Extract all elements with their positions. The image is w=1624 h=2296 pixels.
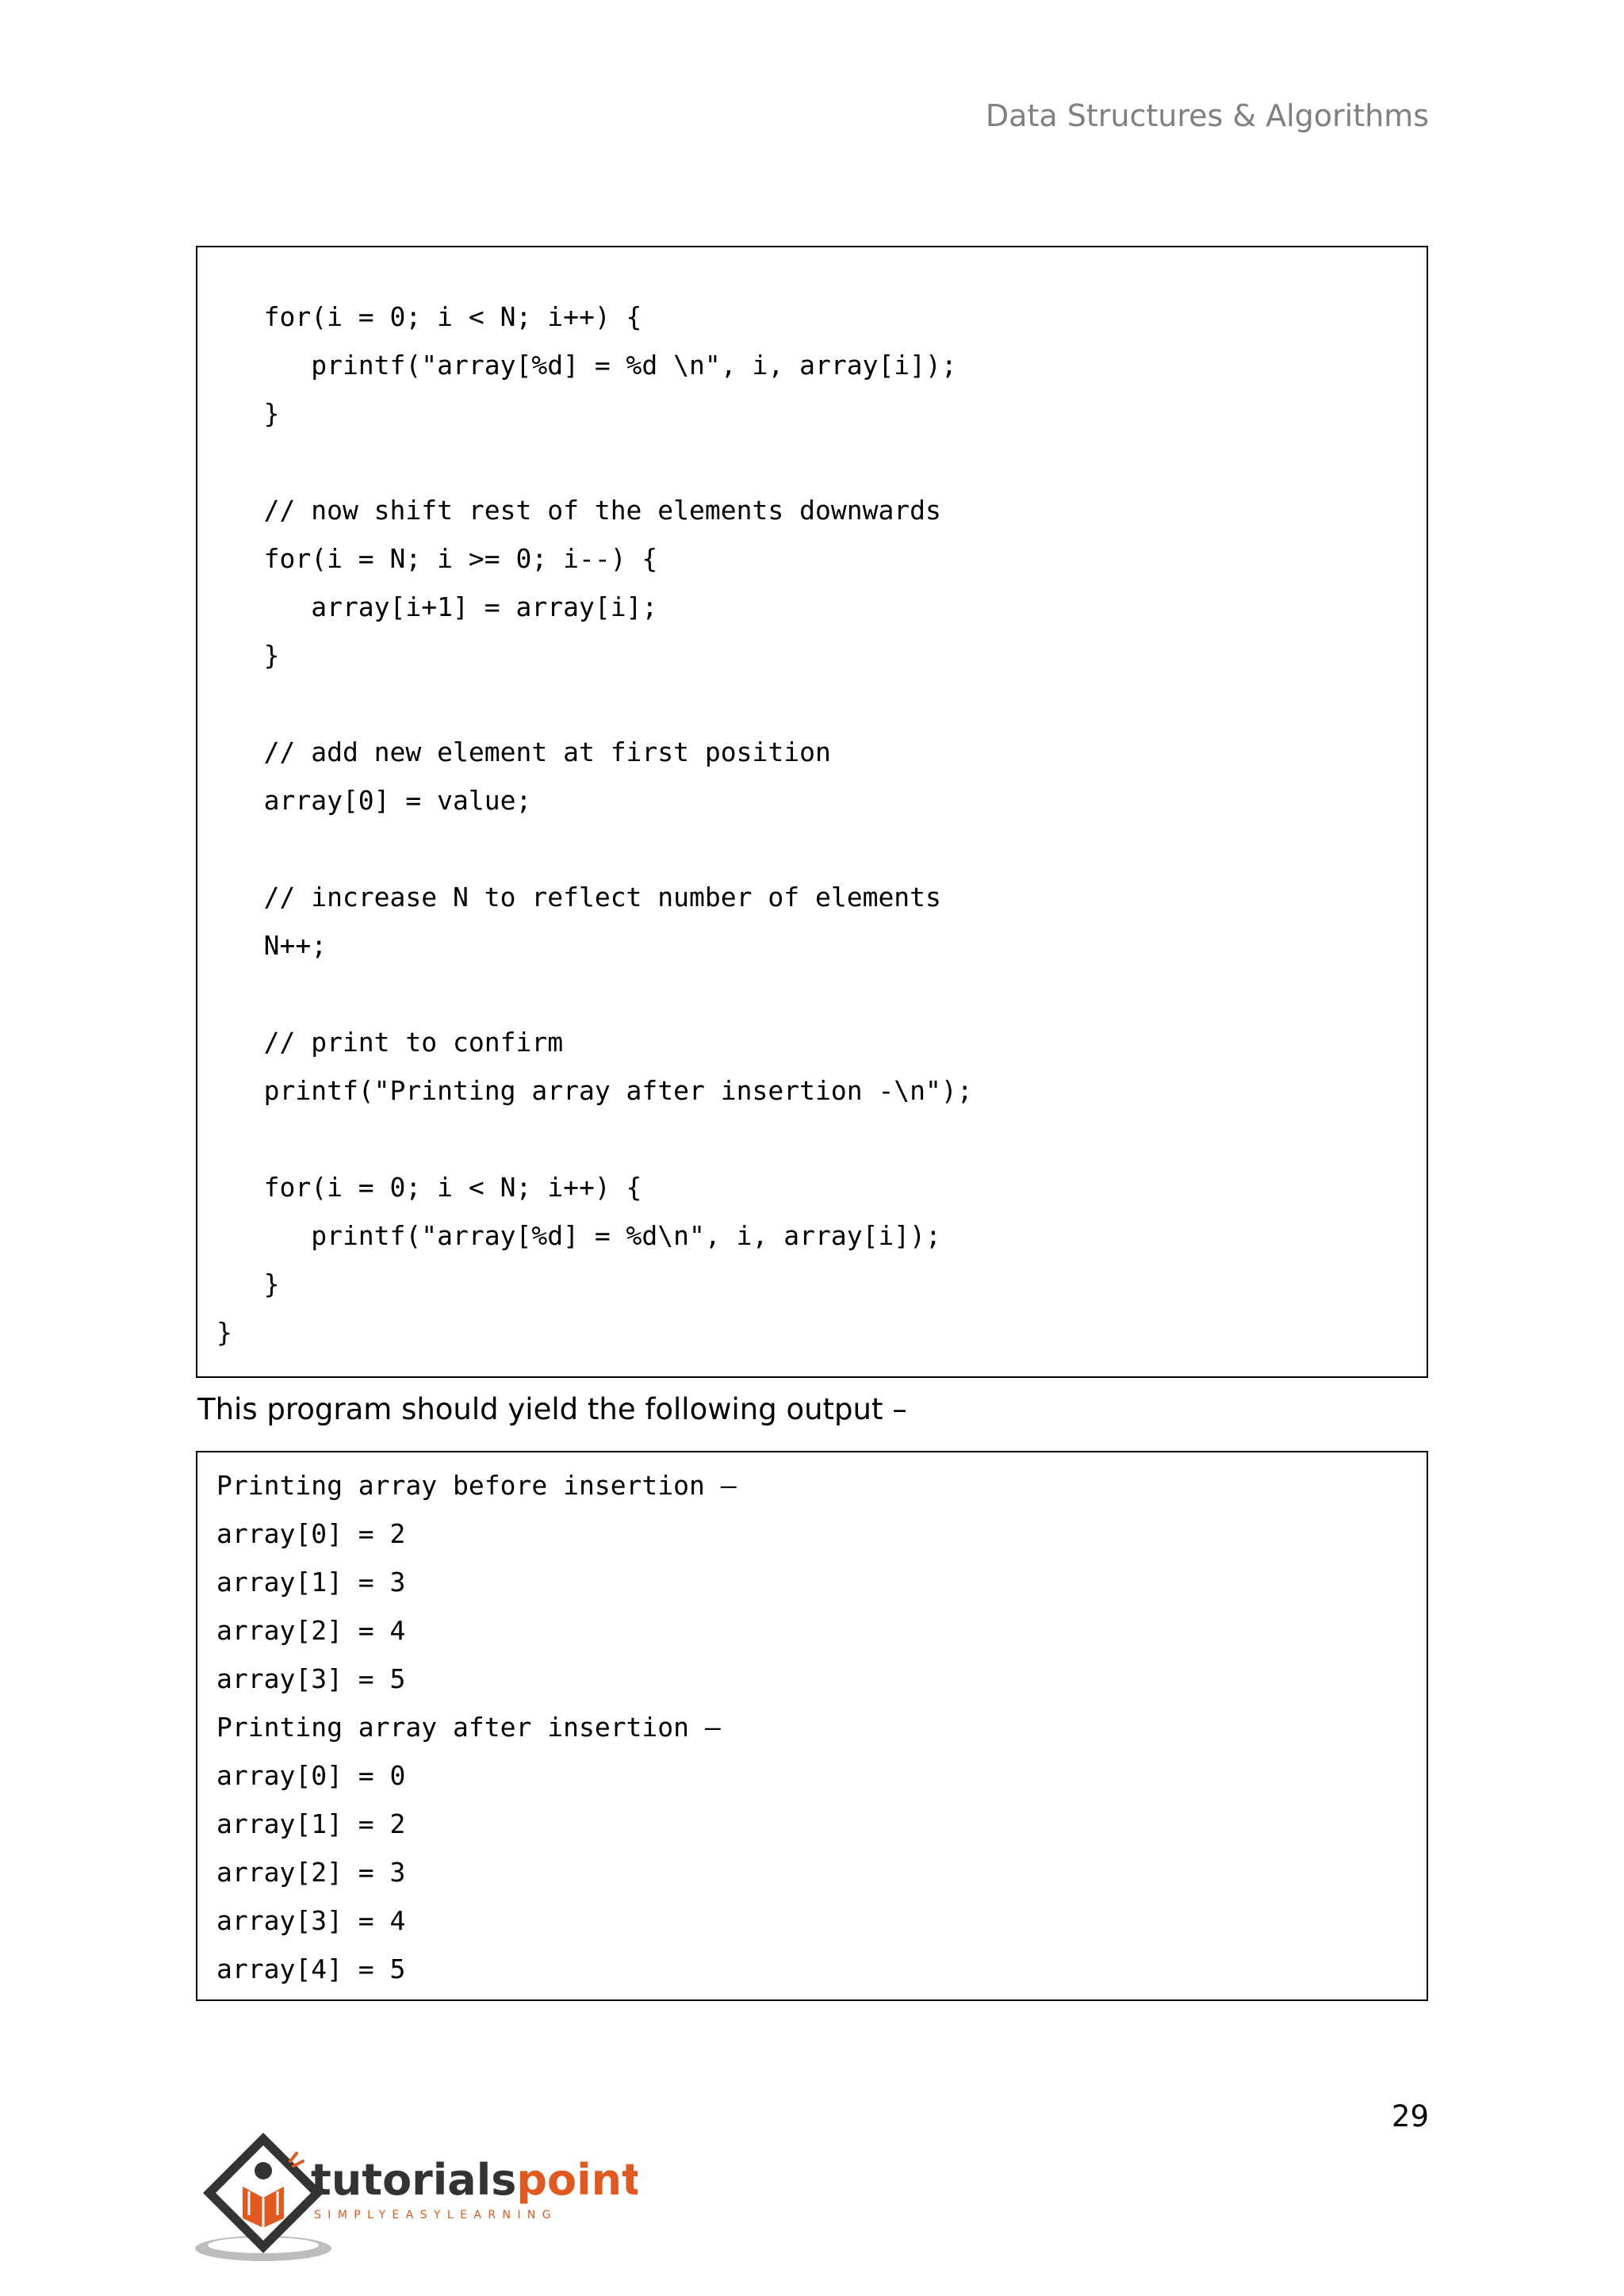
output-line: array[4] = 5: [216, 1954, 406, 1984]
output-line: array[0] = 0: [216, 1760, 406, 1791]
output-line: array[1] = 3: [216, 1567, 406, 1598]
logo-wordmark-part1: tutorials: [311, 2155, 517, 2205]
output-block: [196, 1451, 1428, 2001]
body-paragraph: This program should yield the following output –: [197, 1392, 907, 1426]
code-line: }: [216, 1269, 280, 1299]
output-line: Printing array before insertion –: [216, 1470, 737, 1501]
output-line: array[1] = 2: [216, 1808, 406, 1839]
tutorialspoint-logo: [193, 2130, 638, 2264]
code-line: printf("array[%d] = %d\n", i, array[i]);: [216, 1220, 941, 1251]
logo-figure-head: [255, 2162, 272, 2179]
logo-wordmark-part2: point: [516, 2155, 638, 2205]
output-line: array[3] = 5: [216, 1663, 406, 1694]
code-line: for(i = 0; i < N; i++) {: [216, 301, 642, 332]
logo-wordmark: [311, 2155, 638, 2205]
code-block: [196, 246, 1428, 1378]
output-line: Printing array after insertion –: [216, 1712, 721, 1743]
code-line: array[i+1] = array[i];: [216, 591, 658, 622]
code-line: N++;: [216, 930, 327, 961]
logo-tagline: SIMPLYEASYLEARNING: [314, 2209, 557, 2221]
code-line: // increase N to reflect number of elements: [216, 882, 941, 913]
code-line: }: [216, 398, 280, 429]
logo-graphic: [193, 2130, 638, 2264]
page-number: 29: [1391, 2099, 1429, 2133]
code-line: for(i = 0; i < N; i++) {: [216, 1172, 642, 1203]
code-line: for(i = N; i >= 0; i--) {: [216, 543, 658, 574]
code-line: // print to confirm: [216, 1027, 564, 1058]
code-line: printf("Printing array after insertion -\n");: [216, 1075, 973, 1106]
code-line: }: [216, 640, 280, 671]
output-line: array[3] = 4: [216, 1905, 406, 1936]
output-line: array[2] = 3: [216, 1857, 406, 1888]
code-line: array[0] = value;: [216, 785, 532, 816]
code-line: // add new element at first position: [216, 737, 831, 767]
code-line: // now shift rest of the elements downwards: [216, 495, 941, 526]
output-line: array[0] = 2: [216, 1518, 406, 1549]
running-header-title: Data Structures & Algorithms: [985, 98, 1429, 133]
code-line: printf("array[%d] = %d \n", i, array[i]);: [216, 350, 957, 381]
output-line: array[2] = 4: [216, 1615, 406, 1646]
code-line: }: [216, 1317, 232, 1348]
